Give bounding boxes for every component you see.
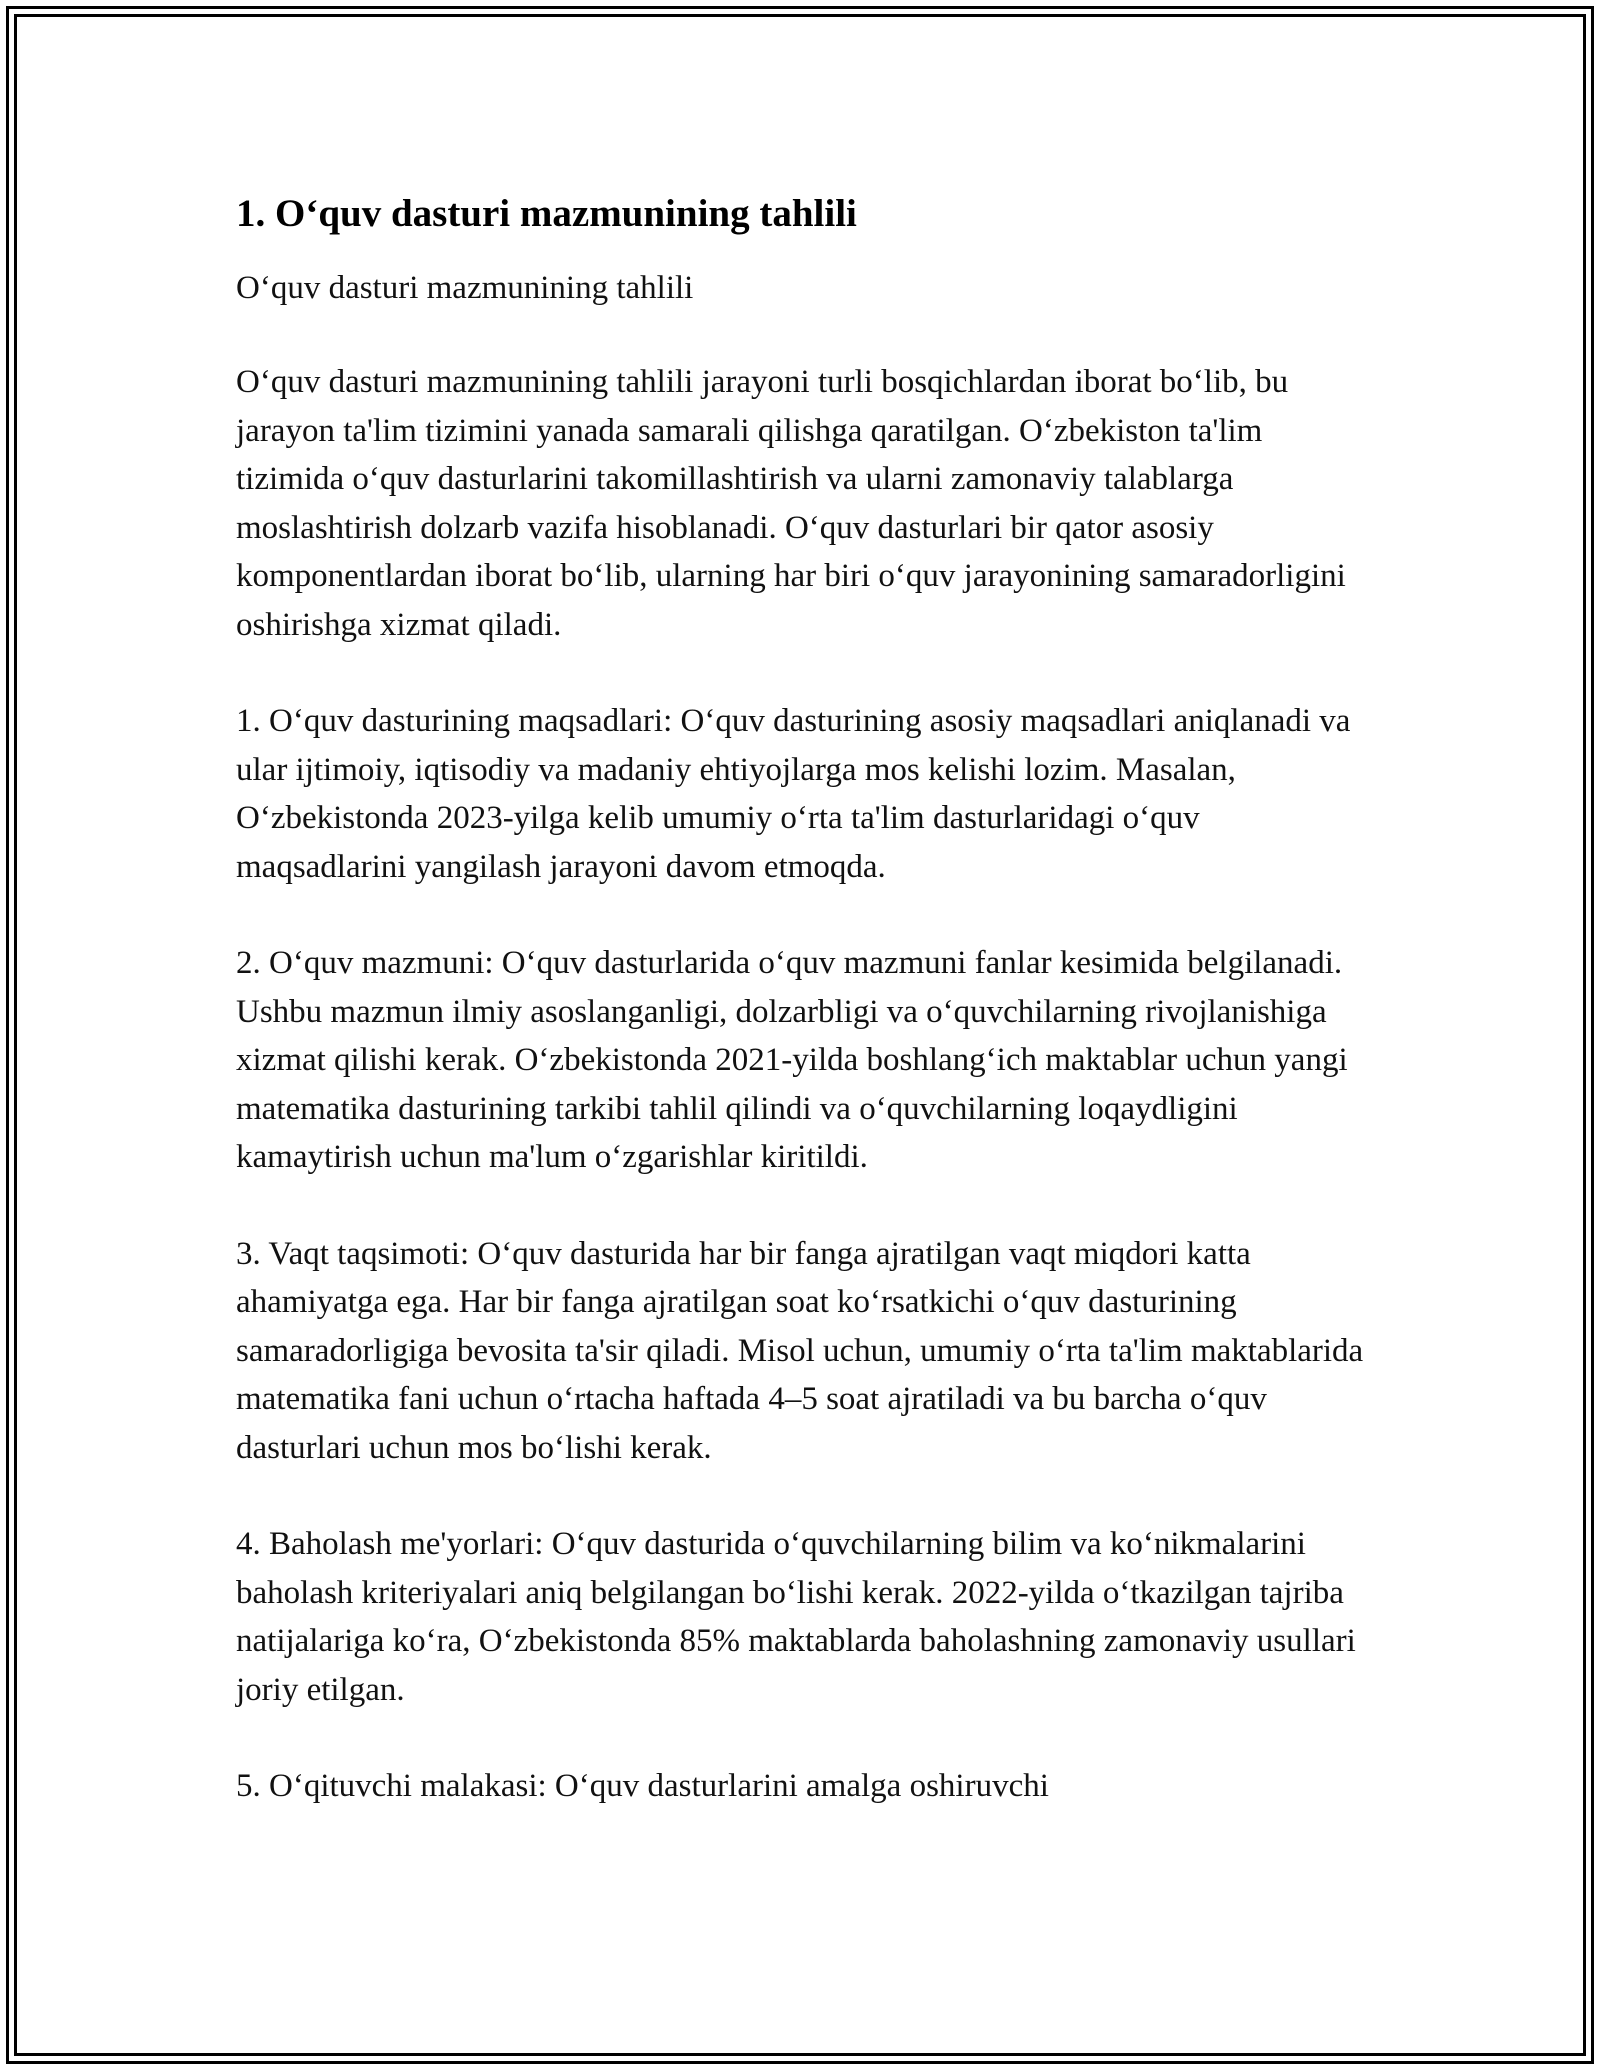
paragraph-intro: O‘quv dasturi mazmunining tahlili jarayoni turli bosqichlardan iborat bo‘lib, bu jarayon ta'lim tizimini yanada samarali qilishga qaratilgan. O‘zbekiston ta'lim tizimida o‘quv dasturlarini takomillashtirish va ularni zamonaviy talablarga moslashtirish dolzarb vazifa hisoblanadi. O‘quv dasturlari bir qator asosiy komponentlardan iborat bo‘lib, ularning har biri o‘quv jarayonining samaradorligini oshirishga xizmat qiladi.: [236, 364, 1346, 643]
paragraph-time-allocation: 3. Vaqt taqsimoti: O‘quv dasturida har bir fanga ajratilgan vaqt miqdori katta ahamiyatga ega. Har bir fanga ajratilgan soat ko‘rsatkichi o‘quv dasturining samaradorligiga bevosita ta'sir qiladi. Misol uchun, umumiy o‘rta ta'lim maktablarida matematika fani uchun o‘rtacha haftada 4–5 soat ajratiladi va bu barcha o‘quv dasturlari uchun mos bo‘lishi kerak.: [236, 1235, 1364, 1466]
paragraph-assessment: 4. Baholash me'yorlari: O‘quv dasturida o‘quvchilarning bilim va ko‘nikmalarini baholash kriteriyalari aniq belgilangan bo‘lishi kerak. 2022-yilda o‘tkazilgan tajriba natijalariga ko‘ra, O‘zbekistonda 85% maktablarda baholashning zamonaviy usullari joriy etilgan.: [236, 1526, 1356, 1708]
document-body: [236, 188, 1376, 1811]
section-subtitle: O‘quv dasturi mazmunining tahlili: [236, 270, 694, 306]
section-heading: 1. O‘quv dasturi mazmunining tahlili: [236, 192, 857, 235]
paragraph-goals: 1. O‘quv dasturining maqsadlari: O‘quv dasturining asosiy maqsadlari aniqlanadi va ular ijtimoiy, iqtisodiy va madaniy ehtiyojlarga mos kelishi lozim. Masalan, O‘zbekistonda 2023-yilga kelib umumiy o‘rta ta'lim dasturlaridagi o‘quv maqsadlarini yangilash jarayoni davom etmoqda.: [236, 703, 1351, 885]
paragraph-content: 2. O‘quv mazmuni: O‘quv dasturlarida o‘quv mazmuni fanlar kesimida belgilanadi. Ushbu mazmun ilmiy asoslanganligi, dolzarbligi va o‘quvchilarning rivojlanishiga xizmat qilishi kerak. O‘zbekistonda 2021-yilda boshlang‘ich maktablar uchun yangi matematika dasturining tarkibi tahlil qilindi va o‘quvchilarning loqaydligini kamaytirish uchun ma'lum o‘zgarishlar kiritildi.: [236, 945, 1348, 1175]
paragraph-teacher-qualification: 5. O‘qituvchi malakasi: O‘quv dasturlarini amalga oshiruvchi: [236, 1768, 1049, 1804]
